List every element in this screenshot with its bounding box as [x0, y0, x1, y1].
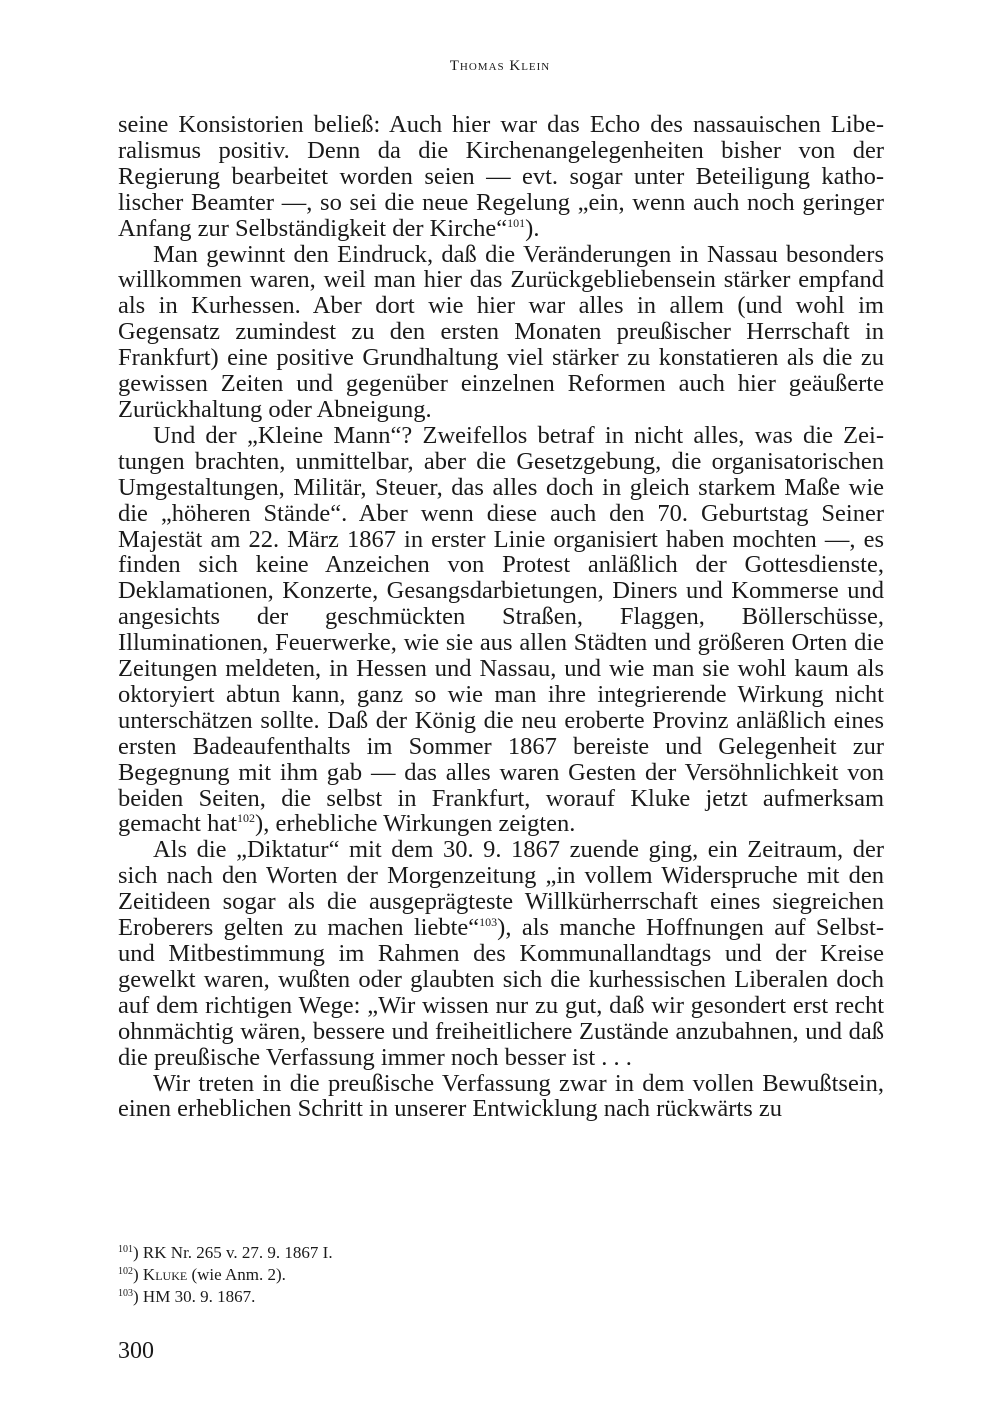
footnote-ref: 101: [507, 215, 526, 230]
footnote-ref: 102: [237, 811, 256, 826]
paragraph-4: [118, 837, 884, 1070]
footnote-text: (wie Anm. 2).: [187, 1265, 286, 1284]
paragraph-text: ), als manche Hoffnungen auf Selbst- und Mitbestimmung im Rahmen des Kommunallandtags und der Kreise gewelkt waren, wußten oder glaubten sich die kurhessischen Liberalen doch auf dem richtigen Wege: „Wir wissen nur zu gut, daß wir gesondert erst recht ohnmächtig wären, bessere und freiheitlichere Zustände anzubahnen, und daß die preußische Verfassung immer noch besser ist . . .: [118, 914, 884, 1071]
footnote-number: 101: [118, 1244, 133, 1255]
page-number: 300: [118, 1338, 154, 1364]
paragraph-2: Man gewinnt den Eindruck, daß die Veränderungen in Nassau besonders willkommen waren, weil man hier das Zurückgebliebensein stärker empfand als in Kurhessen. Aber dort wie hier war alles in allem (und wohl im Gegensatz zumindest zu den ersten Monaten preußischer Herrschaft in Frankfurt) eine positive Grundhaltung viel stärker zu konstatieren als die zu gewissen Zeiten und gegenüber einzelnen Reformen auch hier geäußerte Zurückhaltung oder Abneigung.: [118, 240, 884, 423]
footnote-author: Kluke: [142, 1265, 188, 1284]
paragraph-text: Und der „Kleine Mann“? Zweifellos betraf in nicht alles, was die Zeitungen brachten, unmittelbar, aber die Gesetzgebung, die organisatorischen Umgestaltungen, Militär, Steuer, das alles doch in gleich starkem Maße wie die „höheren Stände“. Aber wenn diese auch den 70. Geburtstag Seiner Majestät am 22. März 1867 in erster Linie organisiert haben mochten —, es finden sich keine Anzeichen von Protest anläßlich der Gottesdienste, Deklamationen, Konzerte, Gesangsdarbietungen, Diners und Kommerse und angesichts der geschmückten Straßen, Flaggen, Böllerschüsse, Illuminationen, Feuerwerke, wie sie aus allen Städten und größeren Orten die Zeitungen meldeten, in Hessen und Nassau, und wie man sie wohl kaum als oktoryiert abtun kann, ganz so wie man ihre integrierende Wirkung nicht unterschätzen sollte. Daß der König die neu eroberte Provinz anläßlich eines ersten Badeaufenthalts im Sommer 1867 bereiste und Gelegenheit zur Begegnung mit ihm gab — das alles waren Gesten der Versöhnlichkeit von beiden Seiten, die selbst in Frankfurt, worauf Kluke jetzt aufmerksam gemacht hat: [118, 421, 884, 838]
paragraph-1: [118, 112, 884, 242]
paragraph-text: Als die „Diktatur“ mit dem 30. 9. 1867 zuende ging, ein Zeitraum, der sich nach den Worten der Morgenzeitung „in vollem Widerspruche mit den Zeitideen sogar als die ausgeprägteste Willkürherrschaft eines siegreichen Eroberers gelten zu machen liebte“: [118, 836, 884, 942]
footnote-101: $^{101}$) RK Nr. 265 v. 27. 9. 1867 I.: [118, 1243, 333, 1262]
paragraph-text: seine Konsistorien beließ: Auch hier war das Echo des nassauischen Liberalismus positiv. Denn da die Kirchenangelegenheiten bisher von der Regierung bearbeitet worden seien — evt. sogar unter Beteiligung katholischer Beamter —, so sei die neue Regelung „ein, wenn auch noch geringer Anfang zur Selbständigkeit der Kirche“: [118, 111, 884, 242]
paragraph-text: ), erhebliche Wirkungen zeigten.: [255, 810, 576, 838]
footnote-102: $^{102}$) Kluke (wie Anm. 2).: [118, 1265, 286, 1284]
footnote-103: $^{103}$) HM 30. 9. 1867.: [118, 1287, 256, 1306]
running-header: Thomas Klein: [449, 58, 551, 74]
footnote-number: 102: [118, 1266, 133, 1277]
paragraph-5: Wir treten in die preußische Verfassung zwar in dem vollen Bewußtsein, einen erheblichen Schritt in unserer Entwicklung nach rückwärts zu: [118, 1069, 884, 1123]
footnote-text: RK Nr. 265 v. 27. 9. 1867 I.: [142, 1243, 333, 1262]
footnote-ref: 103: [479, 915, 498, 930]
footnotes: [118, 1242, 884, 1308]
paragraph-text: ).: [525, 214, 540, 242]
footnote-number: 103: [118, 1288, 133, 1299]
footnote-text: HM 30. 9. 1867.: [142, 1287, 256, 1306]
body-text: [118, 112, 884, 1122]
paragraph-3: [118, 423, 884, 838]
